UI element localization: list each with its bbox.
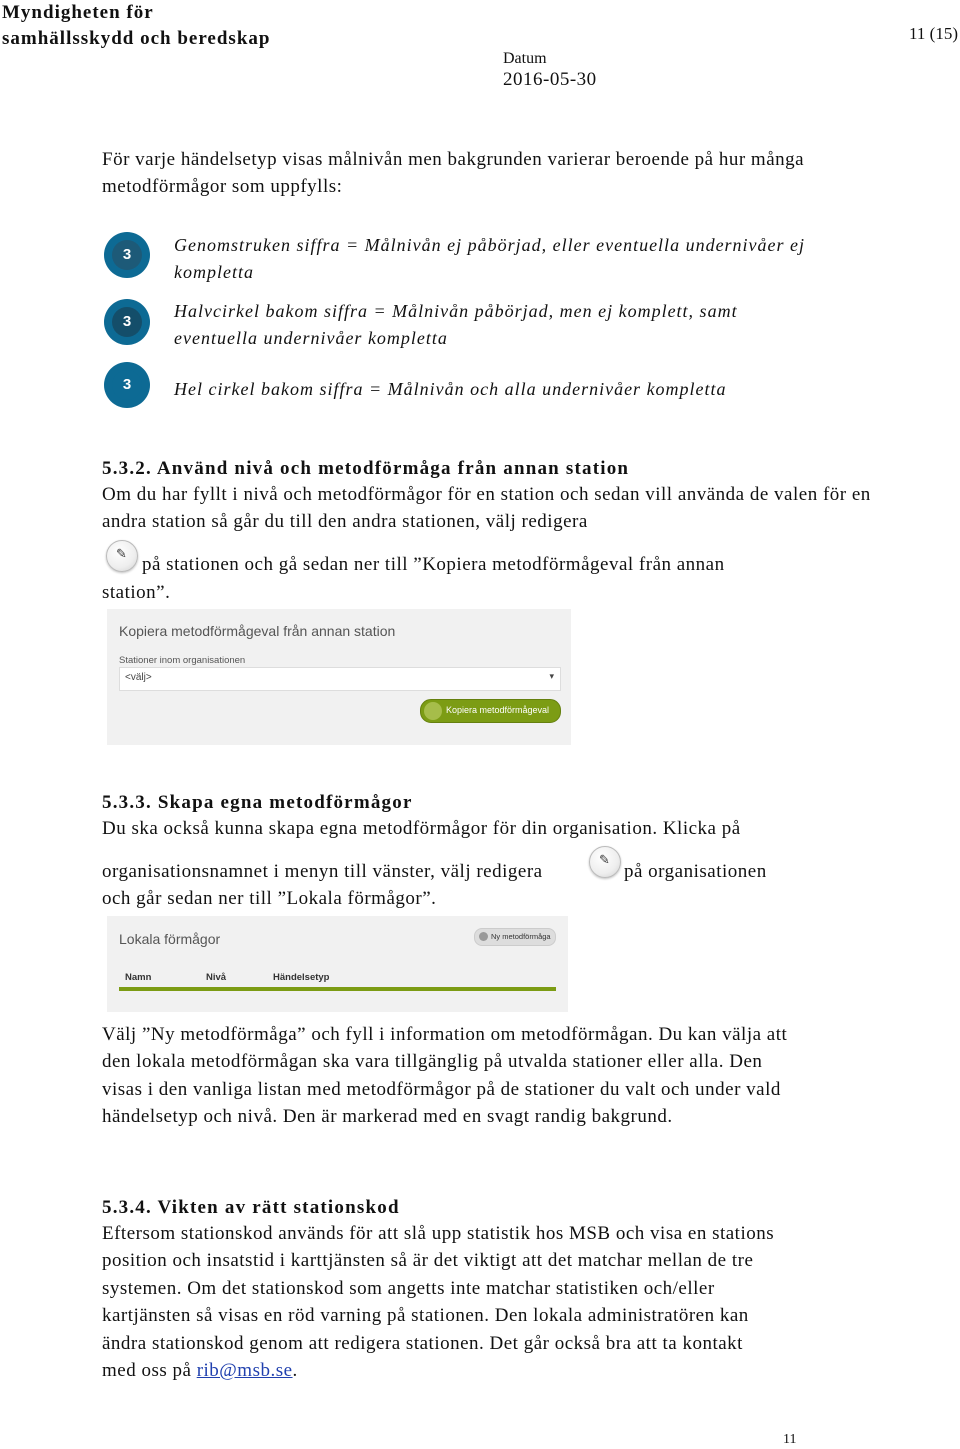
- local-capabilities-panel: Lokala förmågor Ny metodförmåga Namn Nivå Händelsetyp: [107, 916, 568, 1012]
- copy-capabilities-button[interactable]: Kopiera metodförmågeval: [420, 699, 561, 723]
- table-divider: [119, 987, 556, 991]
- legend-item-half: 3 Halvcirkel bakom siffra = Målnivån påbörjad, men ej komplett, samt eventuella undernivåer kompletta: [104, 298, 884, 358]
- section-heading: 5.3.4. Vikten av rätt stationskod: [102, 1197, 400, 1218]
- add-icon: [479, 932, 488, 941]
- section-5-3-4: 5.3.4. Vikten av rätt stationskod Eftersom stationskod används för att slå upp statistik hos MSB och visa en stations position och insatstid i karttjänsten så är det viktigt att det matchar mellan de tre systemen. Om det stationskod som angetts inte matchar statistiken och/eller kartjänsten så visas en röd varning på stationen. Den lokala administratören kan ändra stationskod genom att redigera stationen. Det går också bra att ta kontakt med oss på rib@msb.se.: [102, 1197, 782, 1384]
- email-link[interactable]: rib@msb.se: [196, 1360, 293, 1382]
- legend-item-outline: 3 Genomstruken siffra = Målnivån ej påbörjad, eller eventuella undernivåer ej kompletta: [104, 232, 884, 292]
- section-heading: 5.3.2. Använd nivå och metodförmåga från annan station: [102, 458, 630, 479]
- date-label: Datum: [503, 50, 547, 67]
- level-outline-icon: 3: [104, 232, 150, 278]
- dropdown-arrow-icon: ▾: [549, 671, 554, 681]
- intro-paragraph: För varje händelsetyp visas målnivån men bakgrunden varierar beroende på hur många metodförmågor som uppfylls:: [102, 149, 805, 198]
- section-5-3-3: 5.3.3. Skapa egna metodförmågor Du ska också kunna skapa egna metodförmågor för din organisation. Klicka på: [102, 792, 902, 842]
- date-value: 2016-05-30: [503, 69, 597, 90]
- column-header-level: Nivå: [206, 972, 227, 983]
- column-header-name: Namn: [125, 972, 152, 983]
- level-full-circle-icon: 3: [104, 362, 150, 408]
- page-number: 11 (15): [909, 24, 958, 43]
- footer-page-number: 11: [783, 1432, 797, 1447]
- section-heading: 5.3.3. Skapa egna metodförmågor: [102, 792, 413, 813]
- copy-icon: [424, 702, 442, 720]
- local-capability-description: Välj ”Ny metodförmåga” och fyll i information om metodförmågan. Du kan välja att den lokala metodförmågan ska vara tillgänglig på utvalda stationer eller alla. Den visas i den vanliga listan med metodförmågor på de stationer du valt och under vald händelsetyp och nivå. Den är markerad med en svagt randig bakgrund.: [102, 1024, 788, 1128]
- organization-name: Myndigheten för samhällsskydd och beredskap: [2, 2, 271, 49]
- legend-item-full: 3 Hel cirkel bakom siffra = Målnivån och alla undernivåer kompletta: [104, 362, 884, 412]
- copy-capabilities-panel: Kopiera metodförmågeval från annan station Stationer inom organisationen <välj> ▾ Kopiera metodförmågeval: [107, 609, 571, 745]
- new-capability-button[interactable]: Ny metodförmåga: [474, 928, 556, 946]
- section-5-3-2: 5.3.2. Använd nivå och metodförmåga från annan station Om du har fyllt i nivå och metodförmågor för en station och sedan vill använda de valen för en andra station så går du till den andra stationen, välj redigera: [102, 458, 882, 536]
- column-header-event-type: Händelsetyp: [273, 972, 330, 983]
- edit-pencil-icon: ✎: [106, 540, 138, 572]
- level-half-circle-icon: 3: [104, 299, 150, 345]
- station-select[interactable]: <välj> ▾: [119, 667, 561, 691]
- edit-pencil-icon: ✎: [589, 846, 621, 878]
